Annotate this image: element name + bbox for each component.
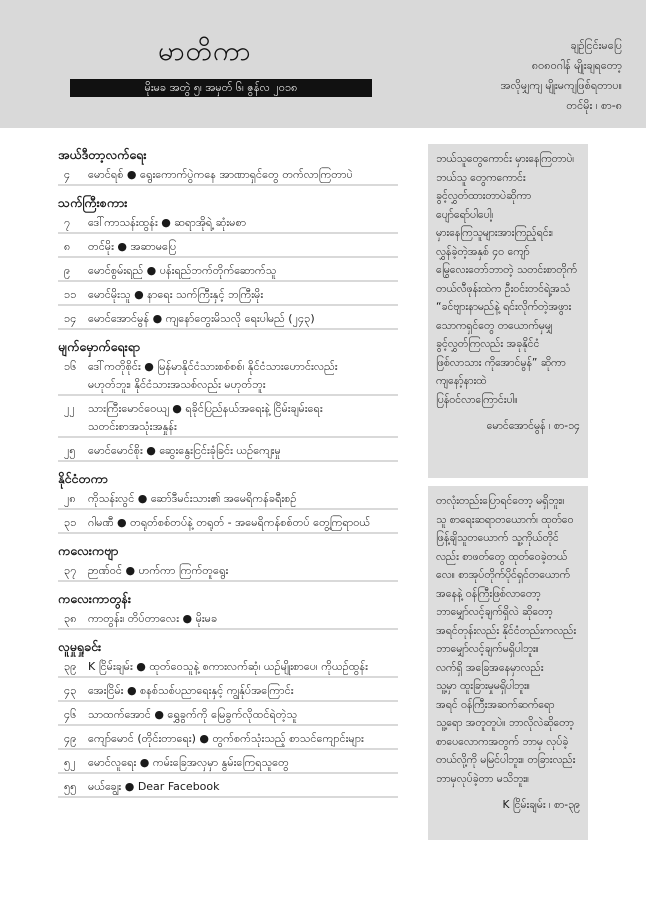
excerpt-line: တယ်လီဖုန်းထဲက ဦးဝင်းတင်ရဲ့အသံ xyxy=(436,282,571,295)
entry-text: ဉာဏ်ဝင် ● ဟက်ကာ ကြက်တူရွေး xyxy=(88,564,229,577)
page-number: ၂၈ xyxy=(64,492,76,505)
entry-text: သတင်းစာအသုံးအနှုန်း xyxy=(88,420,177,433)
excerpt-line: အနေနဲ့ ဝန်ကြီးဖြစ်လာတော့ xyxy=(436,587,541,600)
toc-entry[interactable] xyxy=(58,682,398,702)
excerpt-box-2 xyxy=(428,486,588,840)
excerpt-line: လည်း စာဖတ်တွေ ထုတ်ဝေခဲ့တယ် xyxy=(436,550,568,563)
toc-section xyxy=(58,540,398,582)
excerpt-line: အရင် ဝန်ကြီးအဆက်ဆက်ရော xyxy=(436,698,555,711)
page-number: ၂၅ xyxy=(64,444,76,457)
toc-entry[interactable] xyxy=(58,358,398,396)
excerpt-line: ခွင့်လွှတ်ထားတာပဲဆိုကာ xyxy=(436,190,532,202)
excerpt-line: ဘာမှလုပ်ခဲ့တာ မသိဘူး။ xyxy=(436,772,529,785)
excerpt-line: မှားနေကြသူများအားကြည့်ရင်း၊ xyxy=(436,227,553,239)
excerpt-line: လေ။ စာအုပ်တိုက်ပိုင်ရှင်တယောက် xyxy=(436,569,570,581)
toc-entry[interactable] xyxy=(58,610,398,630)
excerpt-line: စာပေလောကအတွက် ဘာမှ လုပ်ခဲ့ xyxy=(436,735,569,748)
page-number: ၃၉ xyxy=(64,660,77,673)
entry-text: သားကြီးမောင်ဝေယျ ● ရခိုင်ပြည်နယ်အရေးနဲ့ ငြိမ်းချမ်းရေး xyxy=(88,402,323,415)
entry-text: မောင်လူရေး ● ကမ်းခြေအလှမှာ နွမ်းကြေရသူတွေ xyxy=(88,756,289,769)
excerpt-line: “ခင်ဗျားနာမည်နဲ့ ရင်းလိုက်တဲ့အဖွား xyxy=(436,301,572,313)
toc-entry[interactable] xyxy=(58,286,398,306)
entry-text: K ငြိမ်းချမ်း ● ထုတ်ဝေသူနဲ့ စကားလက်ဆုံ၊ ယဉ်မျိုးစာပေ၊ ကိုယဉ်ထွန်း xyxy=(88,660,368,673)
entry-text: ကာတွန်း၊ တိပ်တာလေး ● မိုးမခ xyxy=(88,612,218,625)
toc-entry[interactable] xyxy=(58,310,398,330)
entry-text: သာထက်အောင် ● ရွှေခွက်ကို မြေခွက်လိုထင်ရဲတဲ့သူ xyxy=(88,708,298,721)
entry-text: မဟုတ်ဘူး၊ နိုင်ငံသားအသစ်လည်း မဟုတ်ဘူး xyxy=(88,378,266,391)
entry-text: ဂါမဏီ ● တရုတ်စစ်တပ်နဲ့ တရုတ် - အမေရိကန်စစ်တပ် တွေ့ကြရာဝယ် xyxy=(88,516,371,529)
excerpt-line: လက်ရှိ အခြေအနေမှာလည်း xyxy=(436,661,544,674)
header-quote xyxy=(412,36,622,116)
toc-entry[interactable] xyxy=(58,562,398,582)
excerpt-body xyxy=(428,486,588,792)
excerpt-line: တလုံးတည်းပြောရင်တော့ မရှိဘူး။ xyxy=(436,495,565,507)
section-title: လူမှုရှုခင်း xyxy=(58,639,102,654)
entry-text: မောင်မိုးသူ ● နာရေး သက်ကြီးနှင့် ဘကြီးမိုး xyxy=(88,288,264,301)
excerpt-line: မြွေလေးတော်ဘာတဲ့ သတင်းစာတိုက် xyxy=(436,264,577,276)
entry-text: မယ်ချွေး ● Dear Facebook xyxy=(88,780,220,793)
toc-entry[interactable] xyxy=(58,706,398,726)
toc-entry[interactable] xyxy=(58,442,398,462)
excerpt-line: ဘာမျှော်လင့်ချက်မရှိပါဘူး။ xyxy=(436,643,539,655)
page-title: မာတိကာ xyxy=(158,36,252,67)
excerpt-line: ကျနော့်နားထဲ xyxy=(436,375,487,387)
toc-section xyxy=(58,336,398,462)
entry-text: ဒေါ်ကာသန်းထွန်း ● ဆရာအိုရဲ့ ဆုံးမစာ xyxy=(88,216,247,229)
excerpt-body xyxy=(428,144,588,413)
toc-entry[interactable] xyxy=(58,238,398,258)
toc-section xyxy=(58,192,398,330)
excerpt-line: ဘယ်သူတွေကောင်း မှားနေကြတာပဲ၊ xyxy=(436,153,575,165)
page-number: ၈ xyxy=(64,240,71,253)
table-of-contents xyxy=(58,138,398,802)
entry-text: မောင်မောင်စိုး ● ဆွေးနွေးငြင်းခုံခြင်း ယဉ်ကျေးမှု xyxy=(88,444,281,457)
toc-entry[interactable] xyxy=(58,262,398,282)
entry-text: တင်မိုး ● အဆာမပြေ xyxy=(88,240,177,253)
excerpt-line: လွှန်ခဲ့တဲ့အနှစ် ၄၀ ကျော် xyxy=(436,245,530,258)
excerpt-line: ပျော်ရော်ပါပေါ့၊ xyxy=(436,208,494,221)
quote-line: ၈၀၈၀ဂါန် မျိုးချရတော့ xyxy=(531,59,622,72)
excerpt-line: ခွင့်လွှတ်ကြလည်း အခုနိုင်ငံ xyxy=(436,338,540,350)
excerpt-line: ဘာမျှော်လင့်ချက်ရှိလဲ ဆိုတော့ xyxy=(436,606,553,618)
section-title: သက်ကြီးစကား xyxy=(58,195,128,210)
page-number: ၅၅ xyxy=(64,780,77,793)
page-number: ၄ xyxy=(64,168,71,181)
excerpt-line: ဖြန့်ချိသူတယောက် သူ့ကိုယ်တိုင် xyxy=(436,532,559,544)
entry-text: ကိုသန်းလွင် ● ဆော်ဒီမင်းသား၏ အမေရိကန်ခရီးစဉ် xyxy=(88,492,297,505)
page-number: ၇ xyxy=(64,216,71,229)
excerpt-line: ဘယ်သူ တွေကကောင်း xyxy=(436,171,526,184)
page-number: ၄၃ xyxy=(64,684,77,697)
excerpt-credit: K ငြိမ်းချမ်း ၊ စာ-၃၉ xyxy=(502,799,580,811)
page-number: ၄၆ xyxy=(64,708,77,721)
toc-entry[interactable] xyxy=(58,490,398,510)
excerpt-line: သူ စာရေးဆရာတယောက်၊ ထုတ်ဝေ xyxy=(436,513,574,526)
toc-section xyxy=(58,468,398,534)
excerpt-line: သူ့ရော အတူတူပဲ။ ဘာလိုလဲဆိုတော့ xyxy=(436,717,574,729)
excerpt-line: သောကရှင်တွေ တယောက်မှမျှ xyxy=(436,319,553,332)
page-number: ၄၉ xyxy=(64,732,77,745)
excerpt-line: အရင်တုန်းလည်း နိုင်ငံတည်းကလည်း xyxy=(436,624,577,637)
entry-text: မောင်အောင်မွန် ● ကျနော်တွေးမိသလို ရေးပါမည် (၂၄၃) xyxy=(88,312,315,325)
toc-entry[interactable] xyxy=(58,514,398,534)
entry-text: ကျော်မောင် (တိုင်းတာရေး) ● တွက်စက်သုံးသည့် စာသင်ကျောင်းများ xyxy=(88,732,364,745)
toc-entry[interactable] xyxy=(58,658,398,678)
page-number: ၂၂ xyxy=(64,402,75,415)
toc-section xyxy=(58,588,398,630)
toc-entry[interactable] xyxy=(58,730,398,750)
quote-line: ချဉ်ငြင်းမပြေ xyxy=(570,39,622,52)
excerpt-line: တယ်လို့ကို မမြင်ပါဘူး။ တခြားလည်း xyxy=(436,754,576,766)
page-number: ၉ xyxy=(64,264,71,277)
section-title: မျက်မှောက်ရေးရာ xyxy=(58,339,141,354)
section-title: ကလေးကဗျာ xyxy=(58,543,119,558)
page-number: ၁၆ xyxy=(64,360,77,373)
page-number: ၃၇ xyxy=(64,564,77,577)
page-number: ၁၁ xyxy=(64,288,77,301)
excerpt-line: ဖြစ်လာသား ကိုအောင်မွန်” ဆိုကာ xyxy=(436,356,566,369)
quote-line: အလိုမျှကျ မျိုးမကျဖြစ်ရတာပ။ xyxy=(500,79,622,92)
page-number: ၅၂ xyxy=(64,756,76,769)
section-title: အယ်ဒီတာ့လက်ရေး xyxy=(58,147,147,162)
toc-entry[interactable] xyxy=(58,400,398,438)
entry-text: မောင်ရစ် ● ရွေးကောက်ပွဲကနေ အာဏာရှင်တွေ တက်လာကြတာပဲ xyxy=(88,168,353,181)
entry-text: မောင်စွမ်းရည် ● ပန်းရည်ဘက်တိုက်ဆောက်သူ xyxy=(88,264,277,277)
excerpt-line: သူ့မှာ ထူးခြားမှုမရှိပါဘူး။ xyxy=(436,680,530,692)
section-title: ကလေးကာတွန်း xyxy=(58,591,132,606)
toc-entry[interactable] xyxy=(58,778,398,798)
toc-entry[interactable] xyxy=(58,754,398,774)
header-band xyxy=(0,0,646,128)
section-title: နိုင်ငံတကာ xyxy=(58,471,108,486)
entry-text: အေးငြိမ်း ● စနစ်သစ်ပညာရေးနှင့် ကျွန်ုပ်အကြောင်း xyxy=(88,684,294,697)
page-number: ၃၈ xyxy=(64,612,77,625)
toc-entry[interactable] xyxy=(58,166,398,186)
toc-section xyxy=(58,636,398,798)
issue-bar: မိုးမခ အတွဲ ၅၊ အမှတ် ၆၊ ဇွန်လ ၂၀၁၈ xyxy=(70,79,372,97)
excerpt-box-1 xyxy=(428,144,588,478)
excerpt-credit: မောင်အောင်မွန် ၊ စာ-၁၄ xyxy=(486,420,580,432)
excerpt-line: ပြန်ဝင်လာကြောင်းပါ။ xyxy=(436,393,518,406)
page-number: ၃၁ xyxy=(64,516,77,529)
page-number: ၁၄ xyxy=(64,312,77,325)
toc-entry[interactable] xyxy=(58,214,398,234)
quote-credit: တင်မိုး ၊ စာ-၈ xyxy=(566,99,622,112)
entry-text: ဒေါ်ကတိုစိုင်း ● မြန်မာနိုင်ငံသားစစ်စစ်၊ နိုင်ငံသားဟောင်းလည်း xyxy=(88,360,338,373)
toc-section xyxy=(58,144,398,186)
